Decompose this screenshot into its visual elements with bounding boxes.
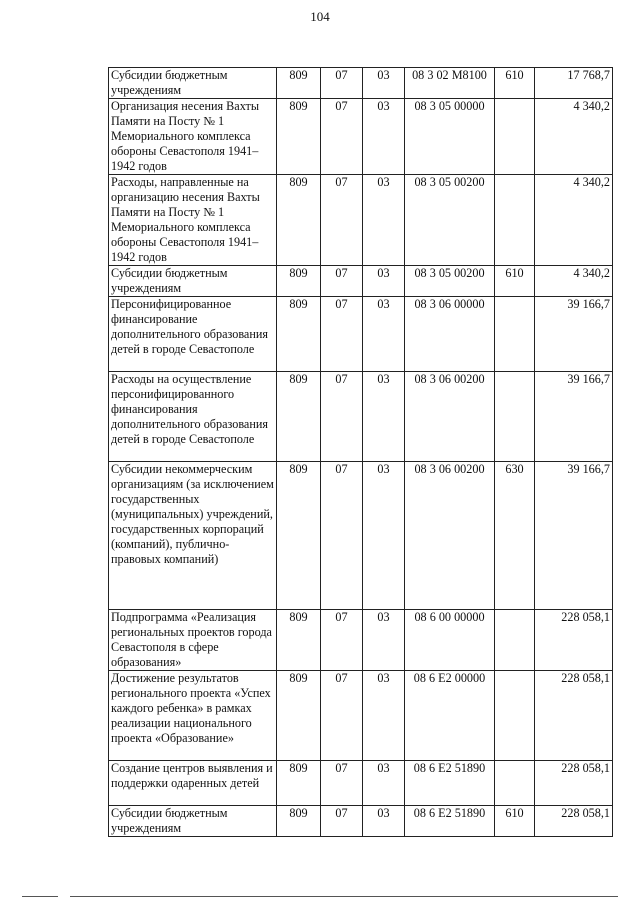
gov-code: 809 [277,761,321,806]
table-row [109,175,613,266]
budget-table [108,67,613,837]
section-code: 07 [321,297,363,372]
subsection-code: 03 [363,806,405,837]
table-row [109,266,613,297]
table-row [109,761,613,806]
target-article: 08 6 E2 00000 [405,671,495,761]
expense-type [495,671,535,761]
gov-code: 809 [277,297,321,372]
subsection-code: 03 [363,761,405,806]
row-name: Организация несения Вахты Памяти на Посту № 1 Мемориального комплекса обороны Севастополя 1941–1942 годов [109,99,277,175]
amount: 228 058,1 [535,671,613,761]
section-code: 07 [321,462,363,610]
expense-type [495,99,535,175]
target-article: 08 6 E2 51890 [405,761,495,806]
table-row [109,297,613,372]
expense-type [495,372,535,462]
target-article: 08 6 E2 51890 [405,806,495,837]
gov-code: 809 [277,372,321,462]
amount: 39 166,7 [535,297,613,372]
subsection-code: 03 [363,266,405,297]
section-code: 07 [321,99,363,175]
subsection-code: 03 [363,671,405,761]
expense-type: 630 [495,462,535,610]
amount: 4 340,2 [535,175,613,266]
target-article: 08 3 06 00000 [405,297,495,372]
expense-type [495,175,535,266]
footer-rule-left [22,896,58,897]
gov-code: 809 [277,671,321,761]
gov-code: 809 [277,68,321,99]
table-row [109,806,613,837]
target-article: 08 3 06 00200 [405,462,495,610]
gov-code: 809 [277,610,321,671]
section-code: 07 [321,671,363,761]
section-code: 07 [321,806,363,837]
target-article: 08 3 05 00200 [405,266,495,297]
target-article: 08 6 00 00000 [405,610,495,671]
table-row [109,610,613,671]
row-name: Подпрограмма «Реализация региональных проектов города Севастополя в сфере образования» [109,610,277,671]
section-code: 07 [321,68,363,99]
table-row [109,68,613,99]
amount: 39 166,7 [535,372,613,462]
row-name: Достижение результатов регионального проекта «Успех каждого ребенка» в рамках реализации национального проекта «Образование» [109,671,277,761]
section-code: 07 [321,266,363,297]
gov-code: 809 [277,462,321,610]
row-name: Создание центров выявления и поддержки одаренных детей [109,761,277,806]
gov-code: 809 [277,175,321,266]
amount: 17 768,7 [535,68,613,99]
subsection-code: 03 [363,372,405,462]
target-article: 08 3 05 00000 [405,99,495,175]
amount: 228 058,1 [535,610,613,671]
table-row [109,372,613,462]
row-name: Субсидии бюджетным учреждениям [109,806,277,837]
target-article: 08 3 06 00200 [405,372,495,462]
row-name: Персонифицированное финансирование дополнительного образования детей в городе Севастополе [109,297,277,372]
section-code: 07 [321,761,363,806]
table-row [109,462,613,610]
expense-type: 610 [495,68,535,99]
expense-type [495,610,535,671]
amount: 4 340,2 [535,266,613,297]
section-code: 07 [321,175,363,266]
amount: 228 058,1 [535,806,613,837]
gov-code: 809 [277,99,321,175]
expense-type: 610 [495,266,535,297]
table-row [109,671,613,761]
subsection-code: 03 [363,297,405,372]
row-name: Расходы, направленные на организацию несения Вахты Памяти на Посту № 1 Мемориального комплекса обороны Севастополя 1941–1942 годов [109,175,277,266]
subsection-code: 03 [363,99,405,175]
row-name: Расходы на осуществление персонифицированного финансирования дополнительного образования детей в городе Севастополе [109,372,277,462]
row-name: Субсидии некоммерческим организациям (за исключением государственных (муниципальных) учреждений, государственных корпораций (компаний), публично-правовых компаний) [109,462,277,610]
amount: 39 166,7 [535,462,613,610]
subsection-code: 03 [363,68,405,99]
section-code: 07 [321,372,363,462]
page-number: 104 [310,9,330,24]
subsection-code: 03 [363,462,405,610]
row-name: Субсидии бюджетным учреждениям [109,266,277,297]
subsection-code: 03 [363,610,405,671]
section-code: 07 [321,610,363,671]
footer-rule-right [70,896,618,897]
gov-code: 809 [277,266,321,297]
expense-type: 610 [495,806,535,837]
subsection-code: 03 [363,175,405,266]
amount: 4 340,2 [535,99,613,175]
target-article: 08 3 02 М8100 [405,68,495,99]
table-row [109,99,613,175]
target-article: 08 3 05 00200 [405,175,495,266]
row-name: Субсидии бюджетным учреждениям [109,68,277,99]
gov-code: 809 [277,806,321,837]
expense-type [495,761,535,806]
expense-type [495,297,535,372]
amount: 228 058,1 [535,761,613,806]
